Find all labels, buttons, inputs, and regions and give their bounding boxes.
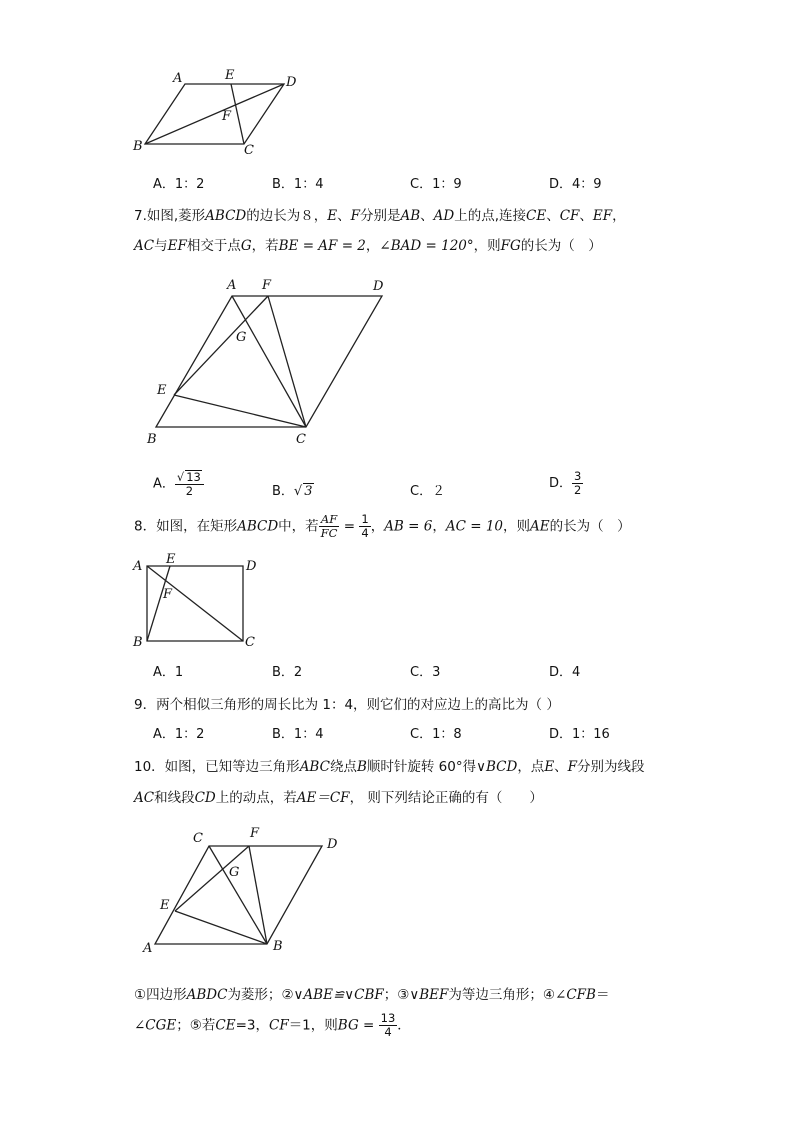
q10-text: ． bbox=[397, 1017, 411, 1034]
q10-text: ＝1，则 bbox=[288, 1017, 338, 1034]
q9-option-b[interactable]: B．1：4 bbox=[272, 727, 324, 742]
label-f-q7: F bbox=[262, 278, 272, 293]
label-f-q10: F bbox=[250, 826, 260, 841]
q10-text: =3， bbox=[235, 1017, 269, 1034]
circled-2-icon: ② bbox=[281, 987, 294, 1003]
denominator: 2 bbox=[574, 483, 582, 497]
q10-text: 绕点 bbox=[329, 759, 357, 775]
q7-seg-fg: FG bbox=[500, 238, 521, 254]
q10-triangle-abc: ABC bbox=[299, 759, 330, 775]
fraction-13-over-4 bbox=[379, 1012, 398, 1039]
q10-text: 若 bbox=[201, 1017, 216, 1034]
q8-text: 8．如图，在矩形 bbox=[134, 518, 238, 535]
q10-text: ，点 bbox=[517, 759, 545, 775]
label-c-q7: C bbox=[296, 432, 306, 447]
label-d-q10: D bbox=[327, 837, 338, 852]
q10-point-f: F bbox=[567, 759, 578, 775]
radicand: 3 bbox=[304, 484, 313, 499]
q8-text: 的长为（ ） bbox=[549, 518, 631, 535]
label-b-q6: B bbox=[133, 139, 143, 154]
denominator: 2 bbox=[185, 484, 194, 498]
label-a-q8: A bbox=[133, 559, 143, 574]
q10-seg-bg: BG bbox=[337, 1017, 359, 1034]
q9-option-c[interactable]: C．1：8 bbox=[410, 727, 462, 742]
q10-text: 、 bbox=[554, 759, 568, 775]
q7-text: 与 bbox=[154, 238, 168, 254]
q10-point-e: E bbox=[544, 759, 555, 775]
denominator: 4 bbox=[384, 1025, 392, 1039]
q6-option-c[interactable]: C．1：9 bbox=[410, 177, 462, 192]
label-a-q6: A bbox=[173, 71, 183, 86]
q10-text: ， 则下列结论正确的有（ ） bbox=[349, 790, 543, 806]
q8-text: ， bbox=[432, 518, 446, 535]
q7-seg-ab: AB bbox=[400, 208, 421, 224]
label-c-q10: C bbox=[193, 831, 203, 846]
q10-point-b: B bbox=[356, 759, 367, 775]
q7-text: 、 bbox=[337, 208, 351, 224]
label-e-q10: E bbox=[160, 898, 170, 913]
q7-seg-cf: CF bbox=[559, 208, 580, 224]
q7-text: ，若 bbox=[251, 238, 279, 254]
q7-shape-name: ABCD bbox=[205, 208, 247, 224]
q8-text: ，则 bbox=[503, 518, 530, 535]
label-b-q10: B bbox=[273, 939, 283, 954]
segment-be-q10 bbox=[175, 911, 267, 944]
q7-text: ， bbox=[365, 238, 380, 254]
label-a-q10: A bbox=[143, 941, 153, 956]
q10-text: 为等边三角形； bbox=[448, 987, 543, 1003]
q7-text: 、 bbox=[420, 208, 434, 224]
q8-condition-ac: AC = 10 bbox=[445, 518, 503, 535]
denominator: 4 bbox=[361, 526, 369, 540]
q8-text: = bbox=[339, 518, 360, 535]
q10-text: 上的动点，若 bbox=[215, 790, 297, 806]
circled-4-icon: ④ bbox=[542, 987, 556, 1003]
q7-seg-ce: CE bbox=[526, 208, 547, 224]
label-b-q7: B bbox=[147, 432, 157, 447]
q9-line: 9．两个相似三角形的周长比为 1：4，则它们的对应边上的高比为（ ） bbox=[134, 697, 560, 713]
q10-seg-ce: CE bbox=[215, 1017, 236, 1034]
q10-seg-cf: CF bbox=[268, 1017, 289, 1034]
q7-text: 、 bbox=[579, 208, 593, 224]
label-c-q8: C bbox=[245, 635, 255, 650]
q9-option-a[interactable]: A．1：2 bbox=[153, 727, 205, 742]
q10-text: ； bbox=[383, 987, 398, 1003]
q8-text: 中，若 bbox=[278, 518, 319, 535]
q6-option-b[interactable]: B．1：4 bbox=[272, 177, 324, 192]
label-d-q8: D bbox=[246, 559, 257, 574]
q7-seg-ef: EF bbox=[167, 238, 187, 254]
q7-option-d-prefix: D． bbox=[549, 476, 573, 491]
numerator: 1 bbox=[361, 512, 369, 526]
q10-statements-line-1 bbox=[134, 983, 609, 1003]
q7-text: 相交于点 bbox=[186, 238, 241, 254]
q10-text: 和线段 bbox=[154, 790, 195, 806]
q8-condition-ab: AB = 6 bbox=[384, 518, 433, 535]
q10-text: = bbox=[358, 1017, 379, 1034]
label-f-q8: F bbox=[163, 587, 173, 602]
q10-condition: AE＝CF bbox=[296, 790, 350, 806]
q7-angle: ∠BAD = 120° bbox=[379, 238, 474, 254]
q10-statements-line-2 bbox=[134, 1012, 411, 1039]
q7-option-a-prefix: A． bbox=[153, 476, 175, 492]
q7-point-g: G bbox=[240, 238, 252, 254]
q7-text: 、 bbox=[546, 208, 560, 224]
q7-seg-ac: AC bbox=[134, 238, 155, 254]
q8-shape-name: ABCD bbox=[237, 518, 279, 535]
label-g-q7: G bbox=[236, 330, 247, 345]
q10-seg-ac: AC bbox=[134, 790, 155, 806]
numerator: AF bbox=[319, 513, 340, 527]
label-e-q6: E bbox=[225, 68, 235, 83]
q10-angle-cfb: ∠CFB bbox=[555, 987, 596, 1003]
q10-text: 分别为线段 bbox=[577, 759, 645, 775]
q10-text: 四边形 bbox=[146, 987, 187, 1003]
q6-option-d[interactable]: D．4：9 bbox=[549, 177, 602, 192]
q7-text: 上的点,连接 bbox=[454, 208, 527, 224]
q7-text: 的边长为８， bbox=[246, 208, 328, 224]
q10-text: 为菱形； bbox=[227, 987, 282, 1003]
q10-shape-abdc: ABDC bbox=[186, 987, 228, 1003]
label-f-q6: F bbox=[222, 109, 232, 124]
label-c-q6: C bbox=[244, 143, 254, 158]
label-e-q8: E bbox=[166, 552, 176, 567]
q7-text: 分别是 bbox=[359, 208, 401, 224]
circled-1-icon: ① bbox=[134, 987, 147, 1003]
q8-option-c[interactable]: C．3 bbox=[410, 665, 441, 680]
q7-option-c[interactable]: C．２ bbox=[410, 484, 446, 499]
q7-point-e: E bbox=[327, 208, 338, 224]
q10-text: 10．如图，已知等边三角形 bbox=[134, 759, 300, 775]
q8-option-d[interactable]: D．4 bbox=[549, 665, 581, 680]
q10-text: 顺时针旋转 60°得 bbox=[366, 759, 477, 775]
label-d-q7: D bbox=[373, 279, 384, 294]
circled-3-icon: ③ bbox=[397, 987, 410, 1003]
label-b-q8: B bbox=[133, 635, 143, 650]
q10-text: ＝ bbox=[595, 987, 610, 1003]
q7-text: 的长为（ ） bbox=[520, 238, 602, 254]
q7-option-b-prefix: B． bbox=[272, 484, 294, 499]
numerator: 13 bbox=[380, 1011, 396, 1025]
q8-option-a[interactable]: A．1 bbox=[153, 665, 184, 680]
label-a-q7: A bbox=[227, 278, 237, 293]
q10-triangle-bcd: ∨BCD bbox=[476, 759, 518, 775]
circled-5-icon: ⑤ bbox=[189, 1017, 202, 1034]
label-e-q7: E bbox=[157, 383, 167, 398]
q8-text: ， bbox=[370, 518, 385, 535]
q7-seg-ad: AD bbox=[433, 208, 455, 224]
q10-seg-cd: CD bbox=[194, 790, 216, 806]
label-d-q6: D bbox=[286, 75, 297, 90]
q9-option-d[interactable]: D．1：16 bbox=[549, 727, 610, 742]
numerator: 3 bbox=[574, 469, 582, 483]
q7-text: ，则 bbox=[473, 238, 501, 254]
q10-angle-cge: ∠CGE bbox=[134, 1017, 177, 1034]
q7-text: ， bbox=[612, 208, 626, 224]
sqrt-icon: √ bbox=[176, 470, 185, 484]
q8-option-b[interactable]: B．2 bbox=[272, 665, 303, 680]
q10-text: ； bbox=[176, 1017, 190, 1034]
q7-point-f: F bbox=[350, 208, 360, 224]
q7-condition: BE = AF = 2 bbox=[278, 238, 366, 254]
q8-seg-ae: AE bbox=[530, 518, 550, 535]
q10-congruence: ∨ABE≌∨CBF bbox=[293, 987, 384, 1003]
denominator: FC bbox=[320, 526, 338, 540]
q10-triangle-bef: ∨BEF bbox=[409, 987, 449, 1003]
sqrt-icon: √ bbox=[293, 484, 303, 499]
label-g-q10: G bbox=[229, 865, 240, 880]
q7-seg-ef: EF bbox=[592, 208, 613, 224]
q6-option-a[interactable]: A．1：2 bbox=[153, 177, 205, 192]
q7-text: 7.如图,菱形 bbox=[134, 208, 206, 224]
radicand: 13 bbox=[186, 470, 201, 484]
